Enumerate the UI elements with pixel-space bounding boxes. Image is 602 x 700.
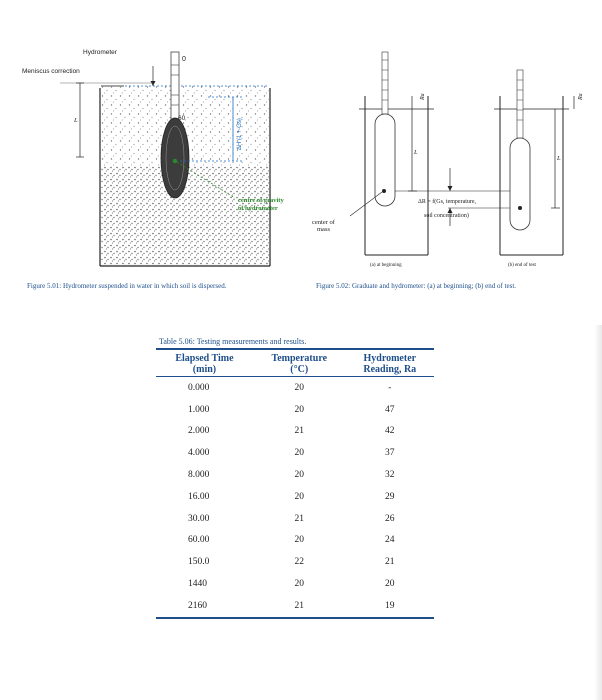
- results-table: [156, 348, 434, 619]
- header-elapsed-time: [156, 349, 253, 377]
- header-elapsed-time-line2: (min): [192, 364, 217, 375]
- cell-temperature: 20: [294, 491, 304, 502]
- cell-elapsed-time: 2.000: [188, 426, 210, 437]
- cell-reading: 32: [385, 470, 395, 481]
- figure1-caption: Figure 5.01: Hydrometer suspended in water in which soil is dispersed.: [27, 282, 227, 290]
- table-row: [156, 442, 434, 464]
- cell-temperature: 20: [294, 535, 304, 546]
- cell-elapsed-time: 30.00: [188, 513, 210, 524]
- header-temperature-line1: Temperature: [271, 353, 328, 364]
- cell-reading: 21: [385, 557, 395, 568]
- cell-temperature: 21: [253, 595, 346, 618]
- table-row: [156, 573, 434, 595]
- table-row: [156, 377, 434, 399]
- table-body: [156, 377, 434, 618]
- cell-reading: 20: [385, 579, 395, 590]
- centre-gravity-label-2: of hydrometer: [238, 205, 278, 212]
- table-row: [156, 399, 434, 421]
- cell-elapsed-time: 0.000: [188, 382, 210, 393]
- cell-temperature: 20: [294, 470, 304, 481]
- cell-reading: 37: [385, 448, 395, 459]
- cell-elapsed-time: 60.00: [188, 535, 210, 546]
- delta-h-label: ΔH (1 + Gs): [237, 118, 243, 150]
- cell-temperature: 20: [294, 579, 304, 590]
- cell-temperature: 20: [294, 404, 304, 415]
- scale-top-label: 0: [182, 56, 186, 63]
- scale-mid-label: 60: [178, 115, 186, 122]
- table-row: [156, 486, 434, 508]
- cell-temperature: 21: [294, 513, 304, 524]
- header-hydrometer-reading: [346, 349, 434, 377]
- figure2-caption: Figure 5.02: Graduate and hydrometer: (a) at beginning; (b) end of test.: [316, 282, 517, 290]
- cell-reading: 26: [385, 513, 395, 524]
- cell-elapsed-time: 150.0: [188, 557, 210, 568]
- centre-gravity-label-1: centre of gravity: [238, 197, 284, 204]
- cell-reading: 42: [385, 426, 395, 437]
- cell-temperature: 21: [294, 426, 304, 437]
- cell-elapsed-time: 4.000: [188, 448, 210, 459]
- table-row: [156, 421, 434, 443]
- header-elapsed-time-line1: Elapsed Time: [175, 353, 234, 364]
- figure-hydrometer-suspended: [20, 40, 320, 285]
- ra-label-a: Ra: [420, 93, 426, 100]
- cell-elapsed-time: 2160: [156, 595, 253, 618]
- cell-reading: 19: [346, 595, 434, 618]
- cell-temperature: 20: [294, 382, 304, 393]
- dimension-l-label: L: [74, 117, 78, 124]
- header-hydrometer-line2: Reading, Ra: [363, 364, 417, 375]
- l-label-a: L: [414, 149, 418, 156]
- table-row: [156, 595, 434, 618]
- ra-label-b: Ra: [578, 93, 584, 100]
- sub-label-b: (b) end of test: [508, 263, 536, 268]
- header-hydrometer-line1: Hydrometer: [363, 353, 417, 364]
- delta-r-label-2: soil concentration): [424, 213, 469, 219]
- results-table-section: [156, 337, 434, 619]
- sub-label-a: (a) at beginning: [370, 263, 402, 268]
- cell-elapsed-time: 1440: [188, 579, 207, 590]
- cell-temperature: 22: [294, 557, 304, 568]
- cell-reading: -: [388, 382, 392, 393]
- page-edge-shadow: [594, 325, 602, 700]
- table-row: [156, 551, 434, 573]
- table-row: [156, 508, 434, 530]
- cell-temperature: 20: [294, 448, 304, 459]
- l-label-b: L: [557, 155, 561, 162]
- figure-graduate-hydrometer: [310, 40, 590, 285]
- header-temperature-line2: (°C): [290, 364, 309, 375]
- center-mass-label-1: center of: [312, 219, 335, 226]
- delta-r-label-1: ΔR = f(Gs, temperature,: [418, 199, 477, 205]
- table-header-row: [156, 349, 434, 377]
- cell-elapsed-time: 8.000: [188, 470, 210, 481]
- cell-elapsed-time: 16.00: [188, 491, 210, 502]
- cell-elapsed-time: 1.000: [188, 404, 210, 415]
- table-title: Table 5.06: Testing measurements and results.: [159, 337, 307, 346]
- table-row: [156, 530, 434, 552]
- cell-reading: 24: [385, 535, 395, 546]
- center-mass-label-2: mass: [317, 226, 330, 233]
- cell-reading: 29: [385, 491, 395, 502]
- header-temperature: [253, 349, 346, 377]
- cell-reading: 47: [385, 404, 395, 415]
- hydrometer-label: Hydrometer: [83, 49, 117, 56]
- meniscus-label-text: Meniscus correction: [22, 68, 80, 75]
- table-row: [156, 464, 434, 486]
- meniscus-label: [22, 68, 80, 75]
